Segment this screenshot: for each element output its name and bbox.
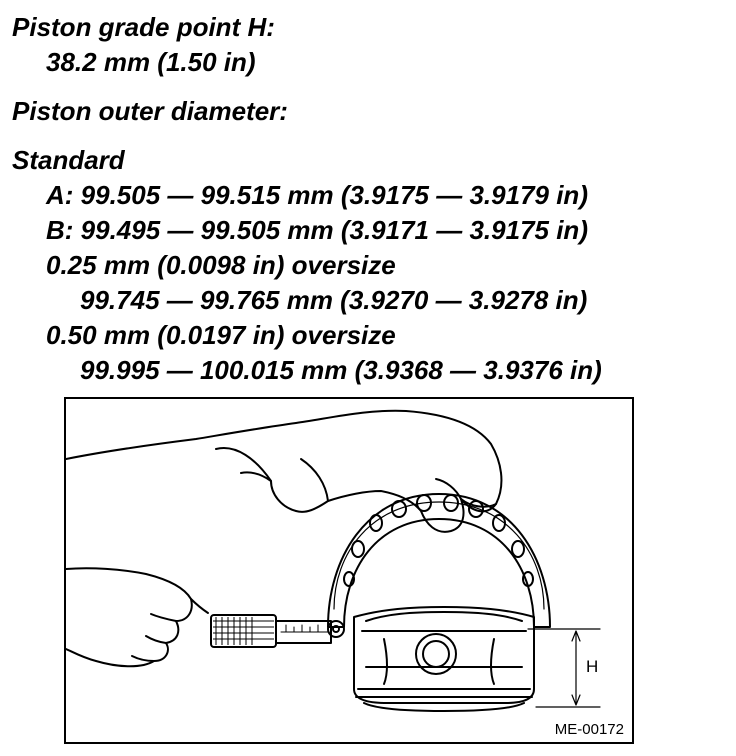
grade-a-spec: A: 99.505 — 99.515 mm (3.9175 — 3.9179 in) — [46, 180, 588, 210]
upper-hand — [66, 411, 501, 532]
oversize-1-label: 0.25 mm (0.0098 in) oversize — [46, 250, 396, 280]
grade-point-heading: Piston grade point H: — [12, 12, 275, 42]
oversize-2-range: 99.995 — 100.015 mm (3.9368 — 3.9376 in) — [80, 355, 602, 385]
dimension-h-label: H — [586, 657, 599, 676]
outer-diameter-heading: Piston outer diameter: — [12, 96, 288, 126]
micrometer-measuring-piston-drawing — [66, 399, 632, 742]
oversize-2-label: 0.50 mm (0.0197 in) oversize — [46, 320, 396, 350]
figure-code: ME-00172 — [554, 721, 624, 738]
oversize-1-range: 99.745 — 99.765 mm (3.9270 — 3.9278 in) — [80, 285, 588, 315]
micrometer-illustration — [64, 397, 634, 744]
grade-point-value: 38.2 mm (1.50 in) — [46, 47, 256, 77]
lower-hand — [66, 568, 192, 666]
standard-heading: Standard — [12, 145, 125, 175]
grade-b-spec: B: 99.495 — 99.505 mm (3.9171 — 3.9175 in) — [46, 215, 588, 245]
micrometer-thimble — [211, 615, 276, 647]
knurled-grip — [213, 617, 274, 645]
